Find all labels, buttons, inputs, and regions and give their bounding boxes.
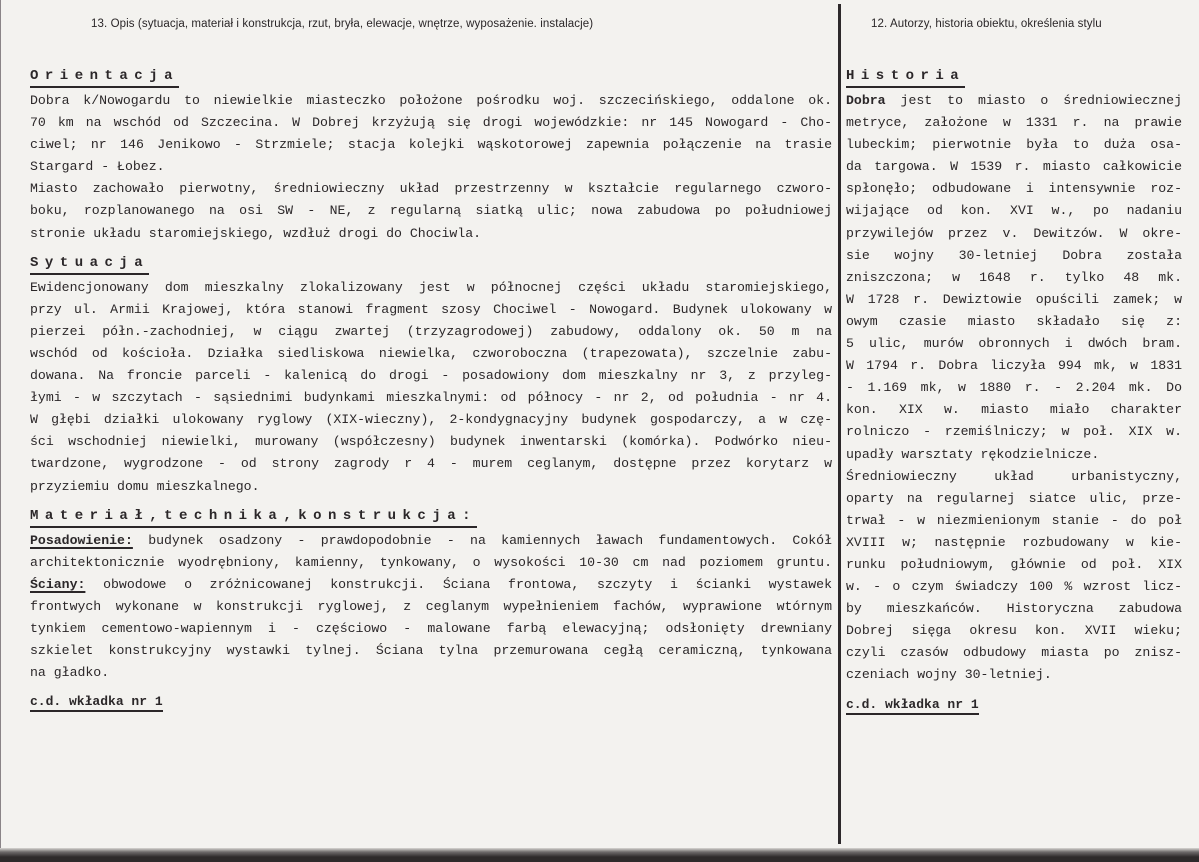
text-line: runku południowym, głównie od poł. XIX — [846, 556, 1182, 572]
text-line-posadowienie — [30, 530, 832, 552]
text-line: XVIII w; następnie rozbudowany w kie- — [846, 534, 1182, 550]
text-line: W 1728 r. Dewiztowie opuścili zamek; w — [846, 291, 1182, 307]
text-line: Dobrej sięga okresu kon. XVII wieku; — [846, 623, 1182, 639]
text-line-first — [846, 90, 1182, 112]
text-line: boku, rozplanowanego na osi SW - NE, z regularną siatką ulic; nowa zabudowa po południowej — [30, 203, 832, 219]
text-line: tynkiem cementowo-wapiennym i - częściowo - malowane farbą elewacyjną; odsłonięty drewniany — [30, 620, 832, 636]
field-label-description: 13. Opis (sytuacja, materiał i konstrukcja, rzut, bryła, elewacje, wnętrze, wyposażenie. instalacje) — [91, 18, 594, 30]
text-line: lubeckim; pierwotnie była to duża osa- — [846, 137, 1182, 153]
text-line: twardzone, wygrodzone - od strony zagrody r 4 - murem ceglanym, dostępne przez korytarz w — [30, 456, 832, 472]
text-line: kon. XIX w. miasto miało charakter — [846, 402, 1182, 418]
text-line: ści wschodniej niewielki, murowany (współczesny) budynek inwentarski (komórka). Podwórko nieu- — [30, 434, 832, 450]
text-line: dowana. Na froncie parceli - kalenicą do drogi - posadowiony dom mieszkalny nr 3, z przyleg- — [30, 368, 832, 384]
text-line: Stargard - Łobez. — [30, 159, 165, 175]
text-fragment: jest to miasto o średniowiecznej — [885, 93, 1182, 108]
text-line: zniszczona; w 1648 r. tylko 48 mk. — [846, 269, 1182, 285]
bold-town-name: Dobra — [846, 93, 886, 108]
text-line: ciwel; nr 146 Jenikowo - Strzmiele; stacja kolejki wąskotorowej zapewnia połączenie na trasie — [30, 137, 832, 153]
text-line: Miasto zachowało pierwotny, średniowieczny układ przestrzenny w kształcie regularnego czworo- — [30, 181, 832, 197]
text-line: wschód od kościoła. Działka siedliskowa niewielka, czworoboczna (trapezowata), szczelnie zabu- — [30, 345, 832, 361]
history-column — [846, 65, 1182, 716]
text-line: metryce, założone w 1331 r. na prawie — [846, 115, 1182, 131]
heading-sytuacja: Sytuacja — [30, 254, 149, 275]
text-line: rolniczo - rzemiślniczy; w poł. XIX w. — [846, 424, 1182, 440]
label-posadowienie: Posadowienie: — [30, 532, 133, 548]
label-sciany: Ściany: — [30, 576, 86, 592]
text-line: na gładko. — [30, 665, 110, 681]
text-line: upadły warsztaty rękodzielnicze. — [846, 446, 1100, 462]
column-divider — [838, 4, 841, 844]
text-line: Ewidencjonowany dom mieszkalny zlokalizowany jest w północnej części układu staromiejskiego, — [30, 279, 832, 295]
text-line: pierzei półn.-zachodniej, w ciągu zwartej (trzyzagrodowej) zabudowy, oddalony ok. 50 m na — [30, 323, 832, 339]
heading-historia: Historia — [846, 67, 965, 88]
section-historia — [846, 65, 1182, 687]
text-line: oparty na regularnej siatce ulic, prze- — [846, 490, 1182, 506]
text-line: łymi - w szczytach - sąsiednimi budynkami mieszkalnymi: od północy - nr 2, od południa - nr 4. — [30, 390, 832, 406]
text-fragment: obwodowe o zróżnicowanej konstrukcji. Ściana frontowa, szczyty i ścianki wystawek — [85, 576, 832, 592]
section-material — [30, 505, 832, 685]
text-line: czyli czasów odbudowy miasta po znisz- — [846, 645, 1182, 661]
text-line: W głębi działki ulokowany ryglowy (XIX-wieczny), 2-kondygnacyjny budynek gospodarczy, a w czę- — [30, 412, 832, 428]
description-column — [30, 65, 832, 713]
text-line: przy ul. Armii Krajowej, która stanowi fragment szosy Chociwel - Nowogard. Budynek ulokowany w — [30, 301, 832, 317]
heading-orientacja: Orientacja — [30, 67, 179, 88]
continuation-note: c.d. wkładka nr 1 — [30, 694, 163, 712]
text-line: architektonicznie wyodrębniony, kamienny, tynkowany, o wysokości 10-30 cm nad poziomem gruntu. — [30, 554, 832, 570]
section-orientacja — [30, 65, 832, 245]
text-line: - 1.169 mk, w 1880 r. - 2.204 mk. Do — [846, 380, 1182, 396]
text-line-sciany — [30, 574, 832, 596]
text-line: stronie układu staromiejskiego, wzdłuż drogi do Chociwla. — [30, 225, 482, 241]
heading-material: Materiał,technika,konstrukcja: — [30, 507, 477, 528]
text-line: sie wojny 30-letniej Dobra została — [846, 247, 1182, 263]
text-fragment: budynek osadzony - prawdopodobnie - na kamiennych ławach fundamentowych. Cokół — [132, 532, 832, 548]
text-line: W 1794 r. Dobra liczyła 994 mk, w 1831 — [846, 358, 1182, 374]
text-line: frontwych wykonane w konstrukcji ryglowej, z ceglanym wypełnieniem fachów, wyprawione wtórnym — [30, 598, 832, 614]
text-line: Średniowieczny układ urbanistyczny, — [846, 468, 1182, 484]
text-line: Dobra k/Nowogardu to niewielkie miasteczko położone pośrodku woj. szczecińskiego, oddalone ok. — [30, 93, 832, 108]
section-sytuacja — [30, 252, 832, 498]
page-bottom-edge — [0, 848, 1199, 862]
text-line: owym czasie miasto składało się z: — [846, 313, 1182, 329]
text-line: przyziemiu domu mieszkalnego. — [30, 478, 260, 494]
text-line: by mieszkańców. Historyczna zabudowa — [846, 601, 1182, 617]
text-line: czeniach wojny 30-letniej. — [846, 667, 1052, 683]
text-line: wijające od kon. XVI w., po nadaniu — [846, 203, 1182, 219]
text-line: szkielet konstrukcyjny wystawki tylnej. Ściana tylna przemurowana cegłą ceramiczną, tynkowana — [30, 643, 832, 659]
text-line: trwał - w niezmienionym stanie - do poł — [846, 512, 1182, 528]
text-line: w. - o czym świadczy 100 % wzrost licz- — [846, 579, 1182, 595]
field-label-history: 12. Autorzy, historia obiektu, określenia stylu — [871, 18, 1102, 30]
continuation-note: c.d. wkładka nr 1 — [846, 697, 979, 715]
text-line: 5 ulic, murów obronnych i dwóch bram. — [846, 336, 1182, 352]
text-line: 70 km na wschód od Szczecina. W Dobrej krzyżują się drogi wojewódzkie: nr 145 Nowogard - Cho- — [30, 115, 832, 131]
text-line: spłonęło; odbudowane i intensywnie roz- — [846, 181, 1182, 197]
text-line: przywilejów przez v. Dewitzów. W okre- — [846, 225, 1182, 241]
text-line: da targowa. W 1539 r. miasto całkowicie — [846, 159, 1182, 175]
